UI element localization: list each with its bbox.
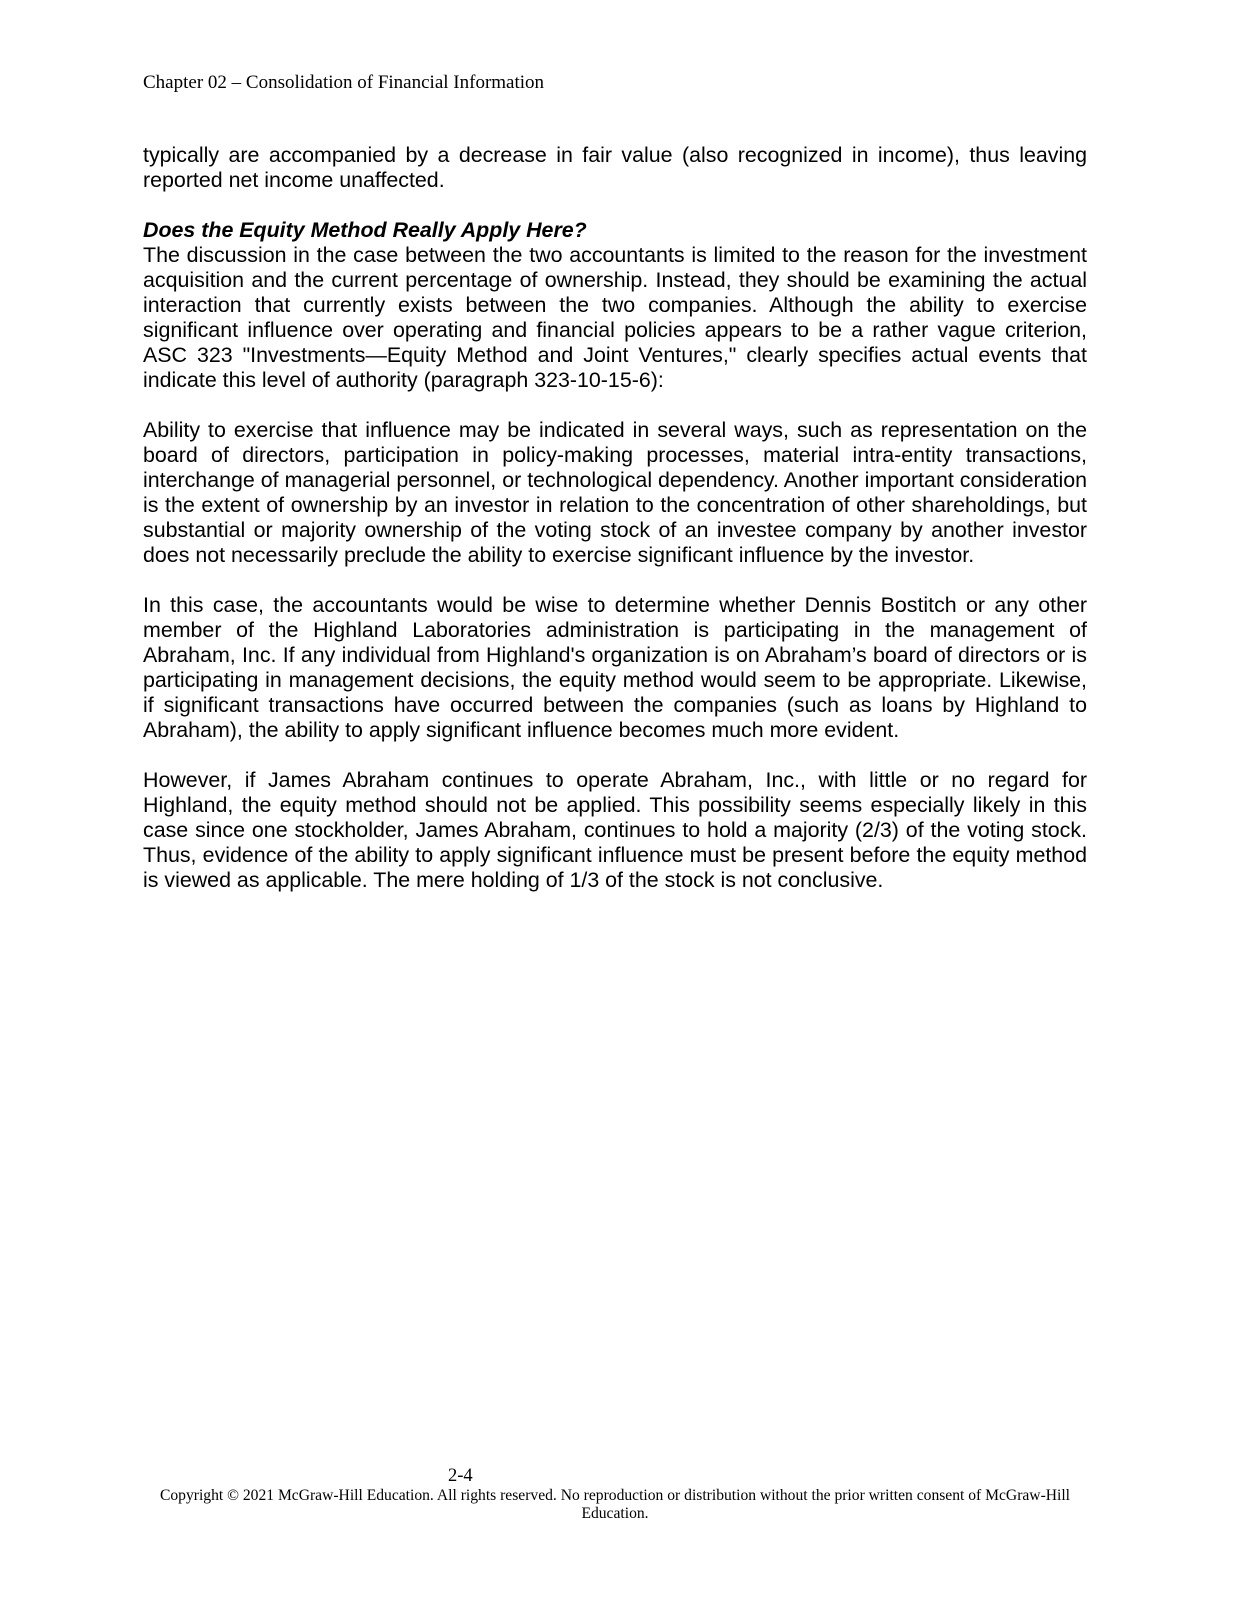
document-body: [143, 143, 1087, 918]
body-paragraph-conclusion: However, if James Abraham continues to operate Abraham, Inc., with little or no regard for Highland, the equity method should not be applied. This possibility seems especially likely in this case since one stockholder, James Abraham, continues to hold a majority (2/3) of the voting stock. Thus, evidence of the ability to apply significant influence must be present before the equity method is viewed as applicable. The mere holding of 1/3 of the stock is not conclusive.: [143, 768, 1087, 892]
copyright-footer: Copyright © 2021 McGraw-Hill Education. All rights reserved. No reproduction or distribution without the prior written consent of McGraw-Hill Education.: [159, 1487, 1071, 1522]
lead-paragraph: typically are accompanied by a decrease in fair value (also recognized in income), thus leaving reported net income unaffected.: [143, 143, 1087, 192]
section-heading: Does the Equity Method Really Apply Here?: [143, 218, 587, 242]
page-number: 2-4: [448, 1466, 473, 1486]
body-paragraph-case: In this case, the accountants would be wise to determine whether Dennis Bostitch or any other member of the Highland Laboratories administration is participating in the management of Abraham, Inc. If any individual from Highland's organization is on Abraham’s board of directors or is participating in management decisions, the equity method would seem to be appropriate. Likewise, if significant transactions have occurred between the companies (such as loans by Highland to Abraham), the ability to apply significant influence becomes much more evident.: [143, 593, 1087, 742]
body-paragraph-intro: The discussion in the case between the two accountants is limited to the reason for the investment acquisition and the current percentage of ownership. Instead, they should be examining the actual interaction that currently exists between the two companies. Although the ability to exercise significant influence over operating and financial policies appears to be a rather vague criterion, ASC 323 "Investments—Equity Method and Joint Ventures," clearly specifies actual events that indicate this level of authority (paragraph 323-10-15-6):: [143, 243, 1087, 392]
body-paragraph-quote: Ability to exercise that influence may be indicated in several ways, such as representation on the board of directors, participation in policy-making processes, material intra-entity transactions, interchange of managerial personnel, or technological dependency. Another important consideration is the extent of ownership by an investor in relation to the concentration of other shareholdings, but substantial or majority ownership of the voting stock of an investee company by another investor does not necessarily preclude the ability to exercise significant influence by the investor.: [143, 418, 1087, 567]
page-header: Chapter 02 – Consolidation of Financial Information: [143, 72, 545, 93]
